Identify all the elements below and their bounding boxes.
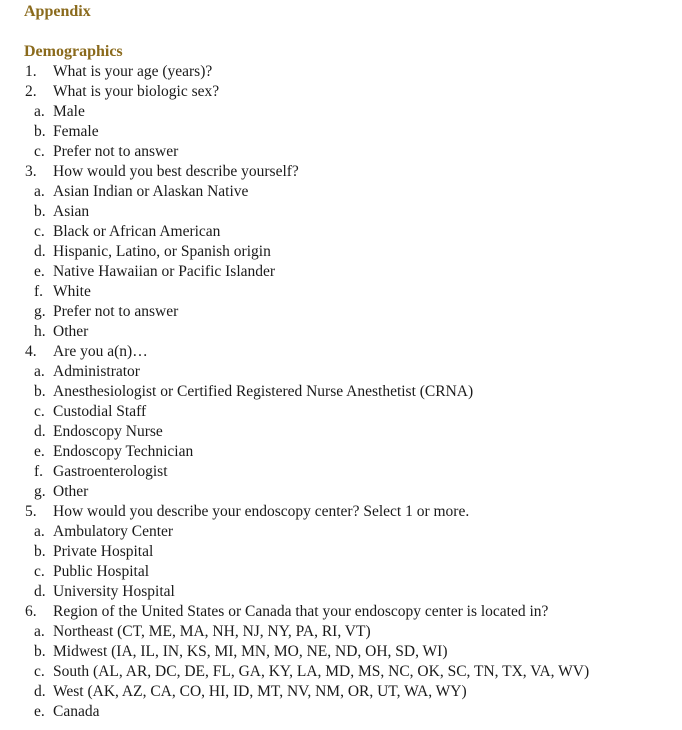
option-letter: c. — [34, 563, 45, 580]
option-letter: b. — [34, 203, 46, 220]
option-letter: c. — [34, 403, 45, 420]
option-text: Prefer not to answer — [53, 143, 179, 160]
question-number: 1. — [25, 63, 37, 80]
option-letter: g. — [34, 303, 46, 320]
option-text: Endoscopy Nurse — [53, 423, 163, 440]
question-number: 2. — [25, 83, 37, 100]
option-letter: d. — [34, 423, 46, 440]
option-letter: e. — [34, 263, 45, 280]
question-number: 6. — [25, 603, 37, 620]
appendix-heading: Appendix — [24, 3, 91, 20]
option-text: Asian Indian or Alaskan Native — [53, 183, 249, 200]
option-letter: f. — [34, 463, 44, 480]
option-letter: c. — [34, 663, 45, 680]
option-letter: b. — [34, 543, 46, 560]
option-text: Administrator — [53, 363, 140, 380]
option-letter: a. — [34, 103, 45, 120]
option-letter: e. — [34, 703, 45, 720]
option-letter: a. — [34, 363, 45, 380]
option-text: Northeast (CT, ME, MA, NH, NJ, NY, PA, RI, VT) — [53, 623, 371, 640]
option-text: Native Hawaiian or Pacific Islander — [53, 263, 276, 280]
option-text: Hispanic, Latino, or Spanish origin — [53, 243, 271, 260]
question-text: Region of the United States or Canada that your endoscopy center is located in? — [53, 603, 549, 620]
option-text: Prefer not to answer — [53, 303, 179, 320]
option-letter: c. — [34, 143, 45, 160]
option-letter: b. — [34, 123, 46, 140]
option-letter: b. — [34, 643, 46, 660]
demographics-heading: Demographics — [24, 43, 123, 60]
option-text: Endoscopy Technician — [53, 443, 194, 460]
question-text: What is your biologic sex? — [53, 83, 220, 100]
question-text: What is your age (years)? — [53, 63, 213, 80]
question-number: 4. — [25, 343, 37, 360]
option-letter: d. — [34, 243, 46, 260]
option-text: Asian — [53, 203, 90, 220]
question-text: How would you best describe yourself? — [53, 163, 299, 180]
option-text: Ambulatory Center — [53, 523, 174, 540]
option-letter: a. — [34, 183, 45, 200]
option-text: Female — [53, 123, 99, 140]
question-number: 3. — [25, 163, 37, 180]
option-text: West (AK, AZ, CA, CO, HI, ID, MT, NV, NM, OR, UT, WA, WY) — [53, 683, 467, 700]
option-text: Canada — [53, 703, 100, 720]
option-text: Gastroenterologist — [53, 463, 168, 480]
option-letter: b. — [34, 383, 46, 400]
option-text: Public Hospital — [53, 563, 150, 580]
option-letter: d. — [34, 683, 46, 700]
option-letter: c. — [34, 223, 45, 240]
question-text: Are you a(n)… — [53, 343, 148, 360]
option-letter: d. — [34, 583, 46, 600]
option-text: Other — [53, 323, 89, 340]
option-letter: f. — [34, 283, 44, 300]
option-text: Anesthesiologist or Certified Registered Nurse Anesthetist (CRNA) — [53, 383, 474, 400]
question-text: How would you describe your endoscopy center? Select 1 or more. — [53, 503, 470, 520]
option-text: South (AL, AR, DC, DE, FL, GA, KY, LA, MD, MS, NC, OK, SC, TN, TX, VA, WV) — [53, 663, 590, 680]
option-text: Custodial Staff — [53, 403, 147, 420]
option-letter: e. — [34, 443, 45, 460]
option-text: Private Hospital — [53, 543, 154, 560]
option-text: Black or African American — [53, 223, 221, 240]
question-number: 5. — [25, 503, 37, 520]
option-text: Male — [53, 103, 85, 120]
option-letter: a. — [34, 623, 45, 640]
option-letter: h. — [34, 323, 46, 340]
option-text: Midwest (IA, IL, IN, KS, MI, MN, MO, NE, ND, OH, SD, WI) — [53, 643, 448, 660]
option-text: Other — [53, 483, 89, 500]
option-letter: a. — [34, 523, 45, 540]
option-text: University Hospital — [53, 583, 175, 600]
option-letter: g. — [34, 483, 46, 500]
option-text: White — [53, 283, 91, 300]
